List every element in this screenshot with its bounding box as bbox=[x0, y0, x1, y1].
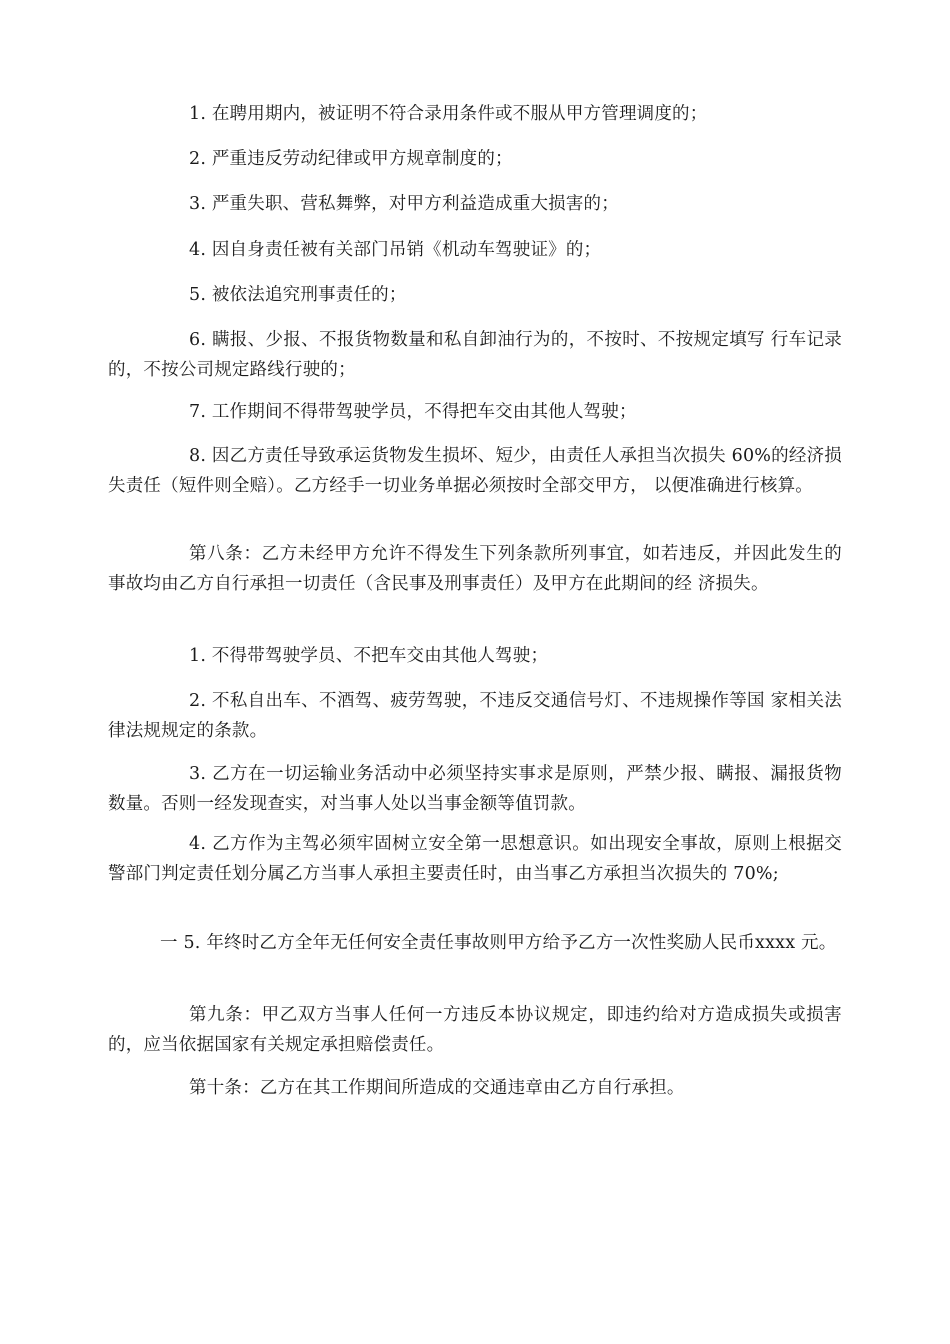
article-eight-item-2: 2. 不私自出车、不酒驾、疲劳驾驶，不违反交通信号灯、不违规操作等国 家相关法律法规规定的条款。 bbox=[108, 691, 842, 741]
article-nine: 第九条：甲乙双方当事人任何一方违反本协议规定，即违约给对方造成损失或损害的，应当依据国家有关规定承担赔偿责任。 bbox=[108, 1005, 842, 1055]
article-eight-item-5: 一 5. 年终时乙方全年无任何安全责任事故则甲方给予乙方一次性奖励人民币xxxx 元。 bbox=[160, 933, 837, 953]
article-eight-item-4: 4. 乙方作为主驾必须牢固树立安全第一思想意识。如出现安全事故，原则上根据交警部门判定责任划分属乙方当事人承担主要责任时，由当事乙方承担当次损失的 70%; bbox=[108, 834, 842, 884]
clause-item-2: 2. 严重违反劳动纪律或甲方规章制度的； bbox=[189, 149, 513, 169]
clause-item-8: 8. 因乙方责任导致承运货物发生损坏、短少，由责任人承担当次损失 60%的经济损失责任（短件则全赔）。乙方经手一切业务单据必须按时全部交甲方， 以便准确进行核算。 bbox=[108, 446, 842, 496]
clause-item-5: 5. 被依法追究刑事责任的； bbox=[189, 285, 407, 305]
clause-item-3: 3. 严重失职、营私舞弊，对甲方利益造成重大损害的； bbox=[189, 194, 619, 214]
clause-item-7: 7. 工作期间不得带驾驶学员，不得把车交由其他人驾驶； bbox=[189, 402, 637, 422]
article-ten: 第十条：乙方在其工作期间所造成的交通违章由乙方自行承担。 bbox=[189, 1078, 685, 1098]
article-eight-item-1: 1. 不得带驾驶学员、不把车交由其他人驾驶； bbox=[189, 646, 549, 666]
clause-item-6: 6. 瞒报、少报、不报货物数量和私自卸油行为的，不按时、不按规定填写 行车记录的，不按公司规定路线行驶的； bbox=[108, 330, 842, 380]
article-eight-item-3: 3. 乙方在一切运输业务活动中必须坚持实事求是原则，严禁少报、瞒报、漏报货物数量。否则一经发现查实，对当事人处以当事金额等值罚款。 bbox=[108, 764, 842, 814]
clause-item-4: 4. 因自身责任被有关部门吊销《机动车驾驶证》的； bbox=[189, 240, 602, 260]
clause-item-1: 1. 在聘用期内，被证明不符合录用条件或不服从甲方管理调度的； bbox=[189, 104, 708, 124]
article-eight: 第八条：乙方未经甲方允许不得发生下列条款所列事宜，如若违反，并因此发生的事故均由乙方自行承担一切责任（含民事及刑事责任）及甲方在此期间的经 济损失。 bbox=[108, 544, 842, 594]
